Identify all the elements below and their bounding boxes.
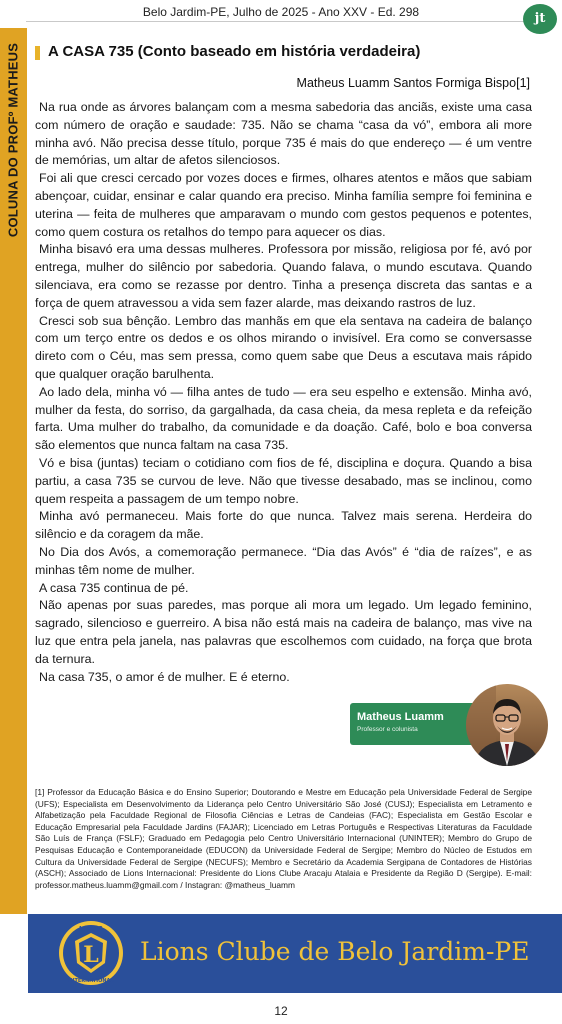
- article-paragraph: Foi ali que cresci cercado por vozes doces e firmes, olhares atentos e mãos que sabiam abençoar, cuidar, ensinar e calar quando era preciso. Minha família sempre foi feminina e uterina — feita de mulheres que amparavam o mundo com gestos pequenos e potentes, como quem costura os retalhos do tempo para aquecer os dias.: [35, 171, 532, 239]
- article-paragraph: Minha avó permaneceu. Mais forte do que nunca. Talvez mais serena. Herdeira do silêncio e da coragem da mãe.: [35, 509, 532, 542]
- article-body: [35, 99, 532, 686]
- signature-name: Matheus Luamm: [357, 711, 444, 723]
- article-paragraph: A casa 735 continua de pé.: [39, 580, 189, 595]
- article-paragraph: Vó e bisa (juntas) teciam o cotidiano com fios de fé, disciplina e doçura. Quando a bisa partiu, a casa 735 se curvou de leve. Não que tivesse desabado, mas se inclinou, como quem respeita a passagem de um tempo nobre.: [35, 455, 532, 506]
- article-paragraph: Minha bisavó era uma dessas mulheres. Professora por missão, religiosa por fé, avó por entrega, mulher do silêncio por sabedoria. Quando falava, o mundo escutava. Quando silenciava, era como se rezasse por dentro. Tinha a presença discreta das santas e a força de quem atravessou a vida sem fazer alarde, mas deixando rastros de luz.: [35, 242, 532, 310]
- edition-info: Belo Jardim-PE, Julho de 2025 - Ano XXV - Ed. 298: [142, 5, 420, 19]
- newspaper-logo-icon: jt: [523, 4, 557, 34]
- banner-title: Lions Clube de Belo Jardim-PE: [140, 937, 530, 966]
- article-paragraph: Na rua onde as árvores balançam com a mesma sabedoria das anciãs, existe uma casa com número de oração e saudade: 735. Não se chama “casa da vó”, embora ali more minha avó. Não precisa desse título, porque 735 é mais do que endereço — é um ventre de memórias, um altar de afetos silenciosos.: [35, 100, 532, 168]
- author-photo-icon: [466, 684, 548, 766]
- signature-role: Professor e colunista: [357, 726, 418, 733]
- column-label-text: COLUNA DO PROFº MATHEUS: [5, 42, 21, 238]
- lions-club-logo: [57, 919, 125, 987]
- page-header: [0, 0, 562, 28]
- lions-logo-letter: L: [83, 942, 99, 968]
- header-divider: [26, 21, 536, 22]
- page-number: 12: [274, 1004, 288, 1018]
- article-title: A CASA 735 (Conto baseado em história verdadeira): [48, 43, 421, 60]
- article-paragraph: Na casa 735, o amor é de mulher. E é eterno.: [39, 669, 290, 684]
- lions-logo-top-text: LIONS: [79, 925, 103, 933]
- author-footnote: [1] Professor da Educação Básica e do Ensino Superior; Doutorando e Mestre em Educação pela Universidade Federal de Sergipe (UFS); Especialista em Desenvolvimento da Liderança pelo Centro Universitário São José (CUSJ); Especialista em Letramento e Alfabetização pela Faculdade Regional de Filosofia Ciências e Letras de Candeias (FAC); Especialista em Gestão Escolar e Educação Empresarial pela Faculdade Jardins (FAJAR); Licenciado em Letras Português e Respectivas Literaturas da Faculdade São Luís de França (FSLF); Graduado em Pedagogia pelo Centro Universitário Internacional (UNINTER); Membro do Grupo de Pesquisas Educação e Contemporaneidade (EDUCON) da Universidade Federal de Sergipe; Membro do Núcleo de Estudos em Cultura da Universidade Federal de Sergipe (NECUFS); Membro e Secretário da Academia Sergipana de Contadores de Histórias (ASCH); Associado de Lions Internacional: Presidente do Lions Clube Aracaju Atalaia e Presidente da Região D (Sergipe). E-mail: professor.matheus.luamm@gmail.com / Instagran: @matheus_luamm: [35, 787, 532, 890]
- article-paragraph: No Dia dos Avós, a comemoração permanece. “Dia das Avós” é “dia de raízes”, e as minhas têm nome de mulher.: [35, 544, 532, 577]
- column-label: [2, 40, 24, 240]
- article-paragraph: Cresci sob sua bênção. Lembro das manhãs em que ela sentava na cadeira de balanço com um terço entre os dedos e os olhos mirando o invisível. Era como se conversasse direto com o Céu, mas sem pressa, como quem sabe que Deus a escutava mais rápido que qualquer oração barulhenta.: [35, 313, 532, 381]
- article-author: Matheus Luamm Santos Formiga Bispo[1]: [296, 76, 530, 90]
- author-signature-card: [350, 703, 480, 745]
- title-accent-mark: [35, 46, 40, 60]
- article-paragraph: Não apenas por suas paredes, mas porque ali mora um legado. Um legado feminino, sagrado, silencioso e guerreiro. A bisa não está mais na cadeira de balanço, mas vive na luz que entra pela janela, nas palavras que escolhemos com cuidado, na força que brota da ternura.: [35, 598, 532, 666]
- author-avatar: [466, 684, 548, 766]
- lions-logo-bottom-text: INTERNATIONAL: [68, 978, 114, 984]
- article-paragraph: Ao lado dela, minha vó — filha antes de tudo — era seu espelho e extensão. Minha avó, mulher da festa, do sorriso, da gargalhada, da casa cheia, da mesa repleta e da refeição farta. Uma mulher do trabalho, da comunidade e da doação. Café, bolo e boa conversa são elementos que nunca faltam na casa 735.: [35, 384, 532, 453]
